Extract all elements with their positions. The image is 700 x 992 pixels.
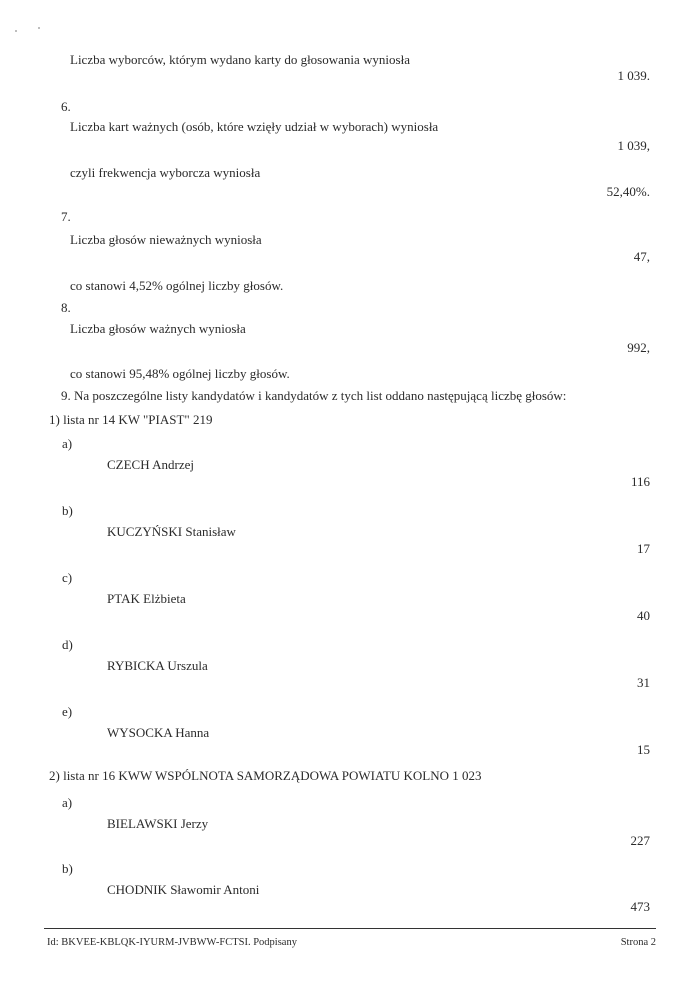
valid-votes-percent: co stanowi 95,48% ogólnej liczby głosów. <box>70 366 290 381</box>
valid-ballots-label: Liczba kart ważnych (osób, które wzięły udział w wyborach) wyniosła <box>70 119 439 134</box>
list-1-candidate-letter: c) <box>62 570 73 585</box>
invalid-votes-value: 47, <box>633 249 650 264</box>
voters-issued-ballots-value: 1 039. <box>617 68 650 83</box>
turnout-value: 52,40%. <box>606 184 650 199</box>
list-1-candidate-votes: 15 <box>637 742 650 757</box>
invalid-votes-percent: co stanowi 4,52% ogólnej liczby głosów. <box>70 278 284 293</box>
valid-votes-label: Liczba głosów ważnych wyniosła <box>70 321 246 336</box>
scan-speck <box>38 27 40 29</box>
valid-ballots-value: 1 039, <box>617 138 650 153</box>
list-1-candidate-votes: 17 <box>637 541 650 556</box>
list-2-candidate-votes: 227 <box>630 833 650 848</box>
list-2-candidate-letter: b) <box>62 861 73 876</box>
list-1-candidate-votes: 31 <box>637 675 650 690</box>
footer-divider <box>44 928 656 929</box>
list-2-title: 2) lista nr 16 KWW WSPÓLNOTA SAMORZĄDOWA POWIATU KOLNO 1 023 <box>49 768 482 783</box>
list-1-candidate-name: CZECH Andrzej <box>107 457 195 472</box>
section-9-heading: 9. Na poszczególne listy kandydatów i kandydatów z tych list oddano następującą liczbę głosów: <box>61 388 567 403</box>
list-2-candidate-letter: a) <box>62 795 73 810</box>
list-1-candidate-name: RYBICKA Urszula <box>107 658 208 673</box>
list-1-candidate-votes: 40 <box>637 608 650 623</box>
document-id: Id: BKVEE-KBLQK-IYURM-JVBWW-FCTSI. Podpisany <box>47 937 297 948</box>
list-1-candidate-letter: d) <box>62 637 73 652</box>
voters-issued-ballots-label: Liczba wyborców, którym wydano karty do głosowania wyniosła <box>70 52 410 67</box>
list-1-candidate-name: PTAK Elżbieta <box>107 591 186 606</box>
section-7-number: 7. <box>61 209 71 224</box>
list-1-candidate-name: KUCZYŃSKI Stanisław <box>107 524 236 539</box>
list-2-candidate-votes: 473 <box>630 899 650 914</box>
turnout-label: czyli frekwencja wyborcza wyniosła <box>70 165 261 180</box>
section-6-number: 6. <box>61 99 71 114</box>
scan-speck <box>15 30 17 32</box>
valid-votes-value: 992, <box>627 340 650 355</box>
list-2-candidate-name: BIELAWSKI Jerzy <box>107 816 209 831</box>
list-1-candidate-letter: b) <box>62 503 73 518</box>
invalid-votes-label: Liczba głosów nieważnych wyniosła <box>70 232 262 247</box>
list-1-candidate-votes: 116 <box>630 474 650 489</box>
section-8-number: 8. <box>61 300 71 315</box>
list-1-candidate-letter: a) <box>62 436 73 451</box>
list-1-candidate-name: WYSOCKA Hanna <box>107 725 210 740</box>
page-number: Strona 2 <box>620 937 656 948</box>
list-1-title: 1) lista nr 14 KW "PIAST" 219 <box>49 412 213 427</box>
list-2-candidate-name: CHODNIK Sławomir Antoni <box>107 882 260 897</box>
list-1-candidate-letter: e) <box>62 704 73 719</box>
